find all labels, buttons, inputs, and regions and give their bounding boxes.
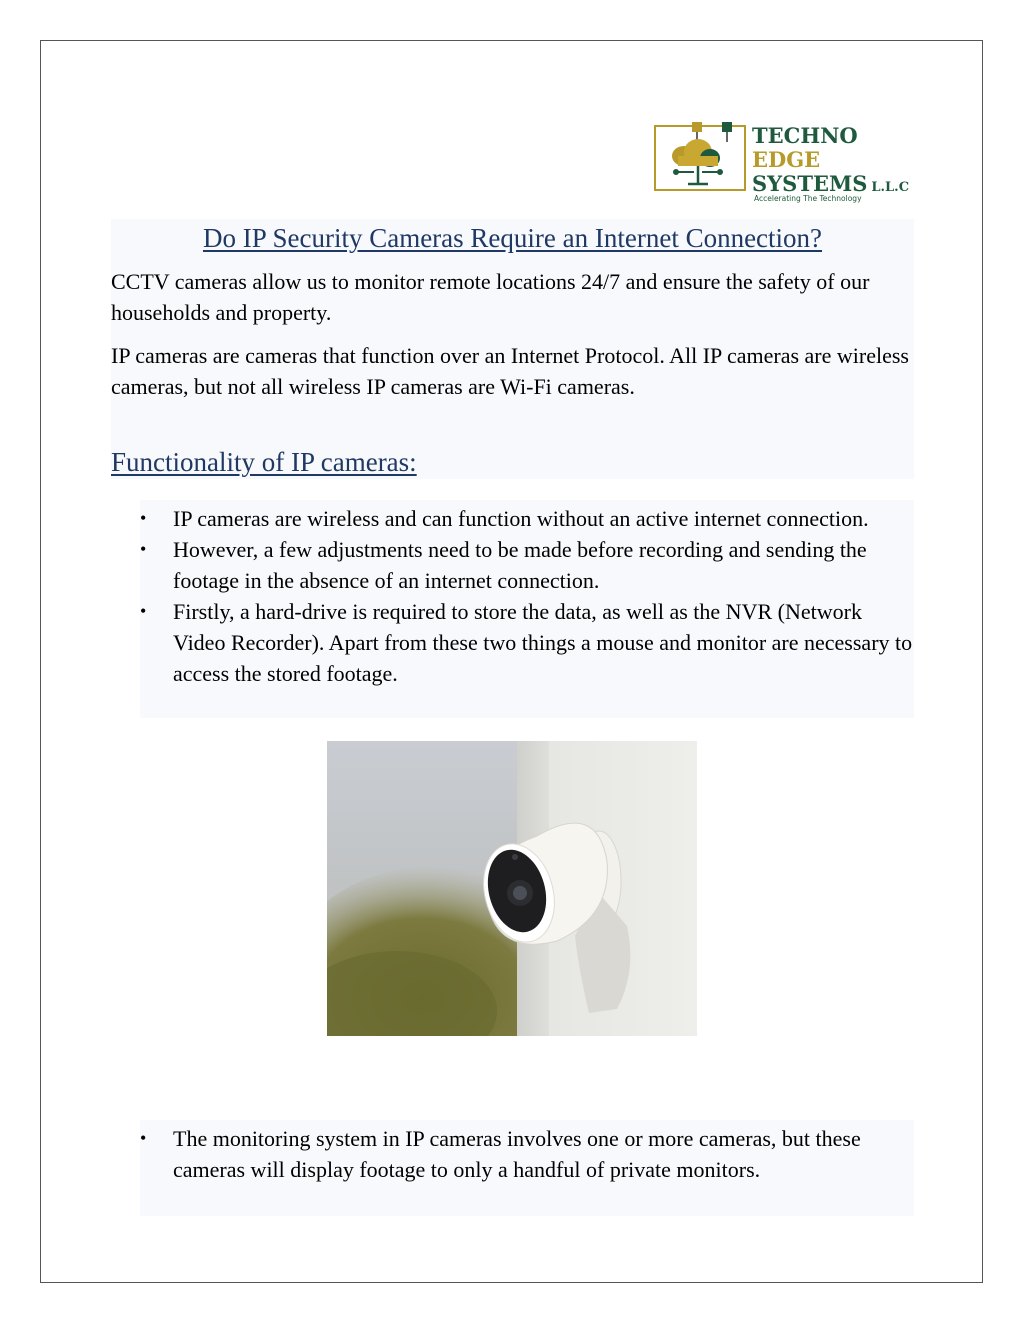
logo-llc: L.L.C — [871, 180, 910, 195]
functionality-list — [140, 503, 916, 689]
logo-wordmark — [752, 124, 909, 200]
section-heading: Functionality of IP cameras: — [111, 447, 417, 477]
list-item: • However, a few adjustments need to be made before recording and sending the footage in the absence of an internet connection. — [140, 534, 916, 596]
page-title: Do IP Security Cameras Require an Internet Connection? — [202, 223, 823, 253]
company-logo — [652, 122, 922, 206]
intro-paragraph-2: IP cameras are cameras that function over an Internet Protocol. All IP cameras are wireless cameras, but not all wireless IP cameras are Wi-Fi cameras. — [111, 343, 909, 399]
monitoring-list — [140, 1123, 916, 1185]
logo-cloud-monitor-icon — [652, 122, 748, 194]
logo-line-edge: EDGE — [752, 147, 821, 172]
list-item: • IP cameras are wireless and can function without an active internet connection. — [140, 503, 916, 534]
logo-systems-text: SYSTEMS — [752, 171, 868, 196]
camera-illustration — [327, 741, 697, 1036]
list-item: • Firstly, a hard-drive is required to store the data, as well as the NVR (Network Video Recorder). Apart from these two things a mouse and monitor are necessary to access the stored footage. — [140, 596, 916, 689]
ip-camera-photo — [327, 741, 697, 1036]
logo-tagline: Accelerating The Technology — [754, 194, 862, 203]
intro-paragraph-1: CCTV cameras allow us to monitor remote locations 24/7 and ensure the safety of our households and property. — [111, 269, 870, 325]
list-item: • The monitoring system in IP cameras involves one or more cameras, but these cameras will display footage to only a handful of private monitors. — [140, 1123, 916, 1185]
logo-line-techno: TECHNO — [752, 123, 858, 148]
